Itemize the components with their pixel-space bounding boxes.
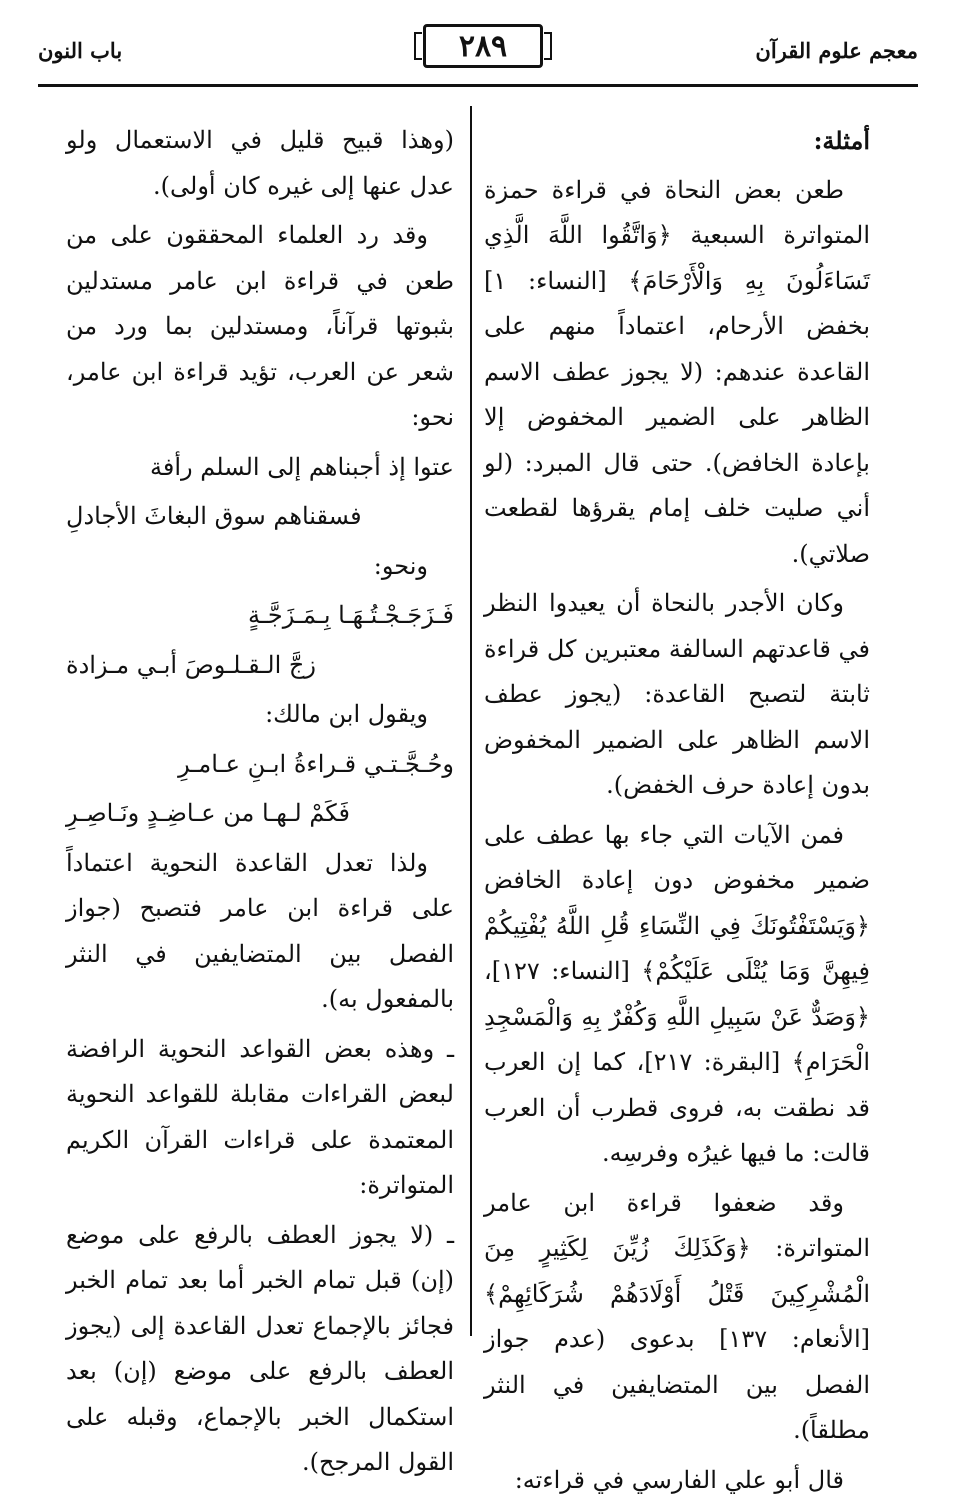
paragraph: قال أبو علي الفارسي في قراءته: [514, 1465, 844, 1494]
paragraph: وقد رد العلماء المحققون على من طعن في قراءة ابن عامر مستدلين بثبوتها قرآناً، ومستدلين بما ورد من شعر عن العرب، تؤيد قراءة ابن عامر، نحو: [66, 221, 454, 431]
paragraph: (وهذا قبيح قليل في الاستعمال ولو عدل عنها إلى غيره كان أولى). [66, 126, 454, 200]
paragraph: ـ وهذه بعض القواعد النحوية الرافضة لبعض القراءات مقابلة للقواعد النحوية المعتمدة على قراءات القرآن الكريم المتواترة: [66, 1034, 454, 1199]
paragraph: طعن بعض النحاة في قراءة حمزة المتواترة السبعية ﴿وَاتَّقُوا اللَّهَ الَّذِي تَسَاءَلُونَ بِهِ وَالْأَرْحَامَ﴾ [النساء: ١] بخفض الأرحام، اعتماداً منهم على القاعدة عندهم: (لا يجوز عطف الاسم الظاهر على الضمير المخفوض إلا بإعادة الخافض). حتى قال المبرد: (لو أني صليت خلف إمام يقرؤها لقطعت صلاتي). [484, 175, 870, 568]
paragraph: ولذا تعدل القاعدة النحوية اعتماداً على قراءة ابن عامر فتصبح (جواز الفصل بين المتضايفين في النثر بالمفعول به). [66, 848, 454, 1013]
paragraph: ـ (لا يجوز العطف بالرفع على موضع (إن) قبل تمام الخبر أما بعد تمام الخبر فجائز بالإجماع تعدل القاعدة إلى (يجوز العطف بالرفع على موضع (إن) بعد استكمال الخبر بالإجماع، وقبله على القول المرجح). [66, 1220, 454, 1476]
page-header [38, 18, 918, 82]
column-divider [470, 106, 472, 1336]
section-heading: أمثلة: [813, 126, 870, 155]
left-column [66, 118, 454, 1490]
page-number: ٢٨٩ [458, 28, 508, 64]
poem-verse: وحُـجَّـتـي قـراءةُ ابـنِ عـامـرِ [178, 749, 454, 778]
poem-verse: زجَّ الـقـلـوصَ أبـي مـزادة [66, 650, 316, 679]
paragraph: ونحو: [373, 551, 428, 580]
poem-verse: فَـزَجَـجْـتُـهَـا بِـمَـزَجَّـةٍ [247, 601, 454, 629]
page-number-frame [423, 24, 543, 68]
paragraph: فمن الآيات التي جاء بها عطف على ضمير مخفوض دون إعادة الخافض ﴿وَيَسْتَفْتُونَكَ فِي النِّسَاءِ قُلِ اللَّهُ يُفْتِيكُمْ فِيهِنَّ وَمَا يُتْلَى عَلَيْكُمْ﴾ [النساء: ١٢٧]، ﴿وَصَدٌّ عَنْ سَبِيلِ اللَّهِ وَكُفْرٌ بِهِ وَالْمَسْجِدِ الْحَرَامِ﴾ [البقرة: ٢١٧]، كما إن العرب قد نطقت به، فروى قطرب أن العرب قالت: ما فيها غيرُه وفرسِه. [484, 820, 870, 1167]
chapter-title: باب النون [38, 38, 123, 63]
right-column [484, 118, 870, 1507]
paragraph: وكان الأجدر بالنحاة أن يعيدوا النظر في قاعدتهم السالفة معتبرين كل قراءة ثابتة لتصبح القاعدة: (يجوز عطف الاسم الظاهر على الضمير المخفوض بدون إعادة حرف الخفض). [483, 589, 870, 799]
paragraph: ويقول ابن مالك: [265, 700, 428, 728]
poem-verse: فَكَمْ لـهـا من عـاضِـدٍ ونَـاصِـرِ [66, 799, 351, 827]
book-title: معجم علوم القرآن [755, 38, 918, 63]
header-rule [38, 84, 918, 87]
poem-verse: فسقناهم سوق البغاثَ الأجادلِ [66, 502, 362, 530]
paragraph: وقد ضعفوا قراءة ابن عامر المتواترة: ﴿وَكَذَلِكَ زُيِّنَ لِكَثِيرٍ مِنَ الْمُشْرِكِينَ قَتْلُ أَوْلَادَهُمْ شُرَكَائِهِمْ﴾ [الأنعام: ١٣٧] بدعوى (عدم جواز الفصل بين المتضايفين في النثر مطلقاً). [484, 1188, 870, 1444]
poem-verse: عتوا إذ أجبناهم إلى السلم رأفة [150, 452, 454, 481]
